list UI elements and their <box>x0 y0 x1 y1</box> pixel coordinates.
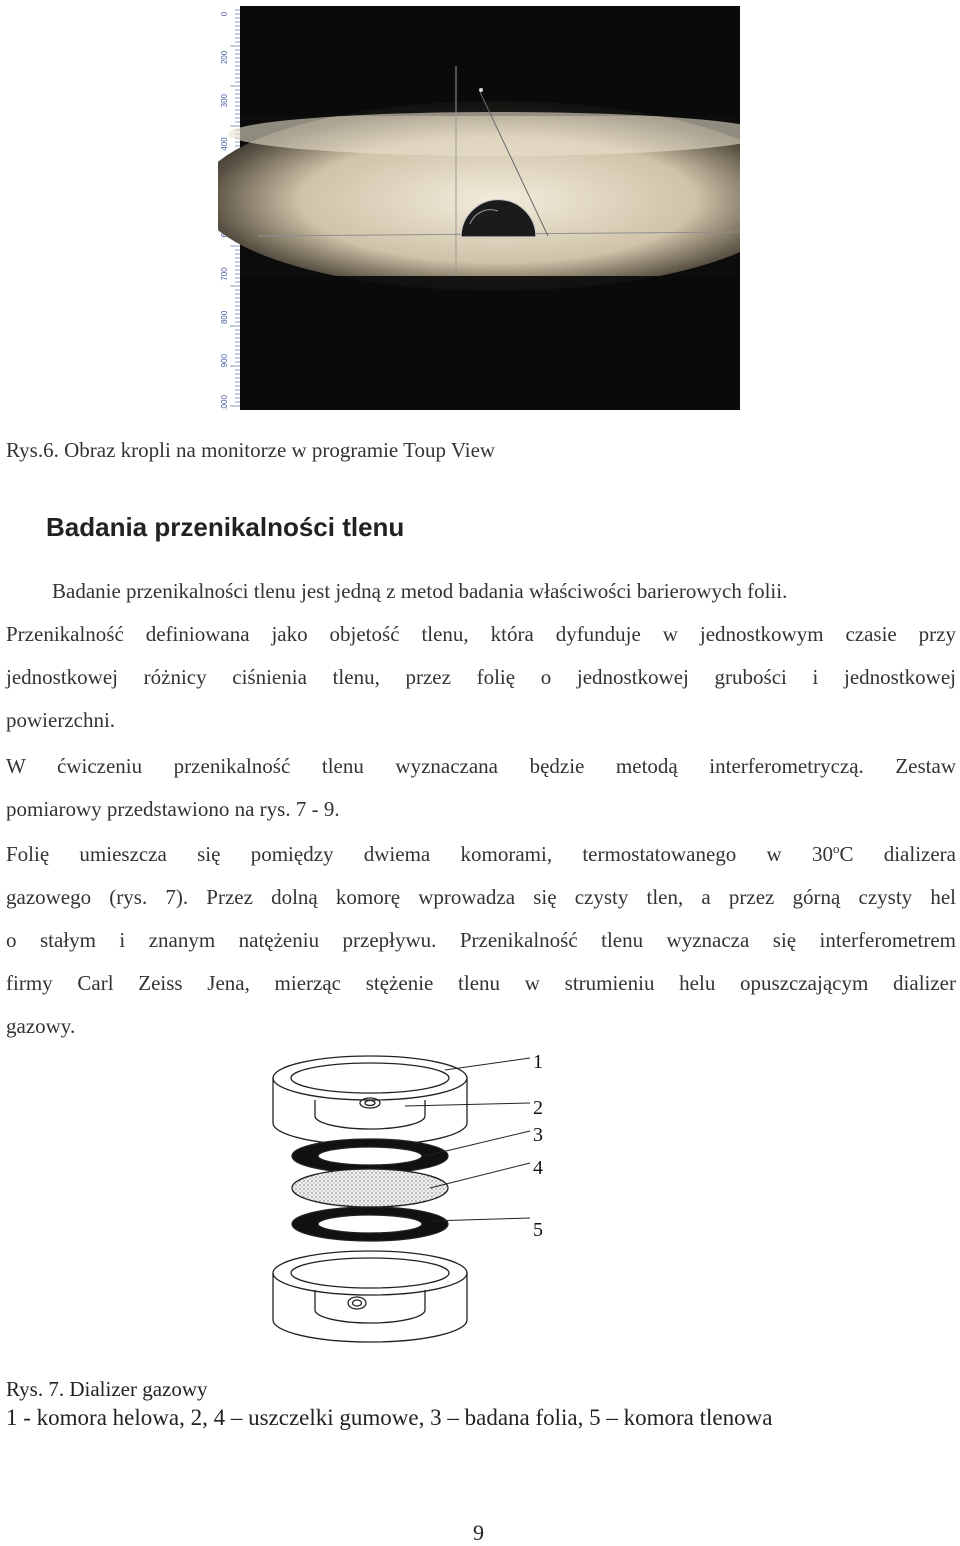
paragraph-3-line-1 <box>6 833 956 876</box>
label-4: 4 <box>533 1157 543 1179</box>
diagram-labels <box>533 1051 543 1241</box>
paragraph-3-line-1-text: Folię umieszcza się pomiędzy dwiema komorami, termostatowanego w 30 <box>6 842 833 866</box>
helium-chamber <box>273 1056 467 1145</box>
rubber-gasket-bottom <box>292 1207 448 1241</box>
scale-label: 300 <box>220 93 229 108</box>
droplet-photo-svg <box>218 6 740 410</box>
paragraph-1-line-1: Badanie przenikalności tlenu jest jedną z metod badania właściwości barierowych folii. <box>52 579 788 603</box>
scale-label: 900 <box>220 353 229 368</box>
paragraph-1 <box>6 570 956 742</box>
paragraph-3-line-4: firmy Carl Zeiss Jena, mierząc stężenie tlenu w strumieniu helu opuszczającym dializer <box>6 971 956 995</box>
dialyzer-diagram <box>195 1028 565 1368</box>
figure7-legend: 1 - komora helowa, 2, 4 – uszczelki gumowe, 3 – badana folia, 5 – komora tlenowa <box>6 1405 773 1430</box>
paragraph-3 <box>6 833 956 1048</box>
figure6-caption: Rys.6. Obraz kropli na monitorze w programie Toup View <box>6 438 496 462</box>
scale-label: 700 <box>220 267 229 281</box>
degree-superscript: o <box>832 841 840 856</box>
page-number: 9 <box>473 1520 484 1545</box>
label-3: 3 <box>533 1124 543 1146</box>
section-heading: Badania przenikalności tlenu <box>46 512 405 542</box>
paragraph-1-line-2: Przenikalność definiowana jako objetość tlenu, która dyfunduje w jednostkowym czasie przy <box>6 622 956 646</box>
oxygen-chamber <box>273 1251 467 1342</box>
scale-label: 800 <box>220 310 229 325</box>
paragraph-2 <box>6 745 956 831</box>
dialyzer-diagram-svg <box>195 1028 565 1368</box>
label-2: 2 <box>533 1097 543 1119</box>
label-1: 1 <box>533 1051 543 1073</box>
label-5: 5 <box>533 1219 543 1241</box>
paragraph-3-line-5: gazowy. <box>6 1014 76 1038</box>
scale-label: 0 <box>220 11 229 17</box>
scale-label: 400 <box>220 137 229 151</box>
paragraph-2-line-2: pomiarowy przedstawiono na rys. 7 - 9. <box>6 797 340 821</box>
rubber-gasket-top <box>292 1139 448 1173</box>
scale-label: 200 <box>220 50 229 65</box>
paragraph-1-line-3: jednostkowej różnicy ciśnienia tlenu, przez folię o jednostkowej grubości i jednostkowej <box>6 665 956 689</box>
paragraph-2-line-1: W ćwiczeniu przenikalność tlenu wyznaczana będzie metodą interferometryczą. Zestaw <box>6 754 956 778</box>
figure7-caption: Rys. 7. Dializer gazowy <box>6 1377 208 1401</box>
paragraph-3-line-2: gazowego (rys. 7). Przez dolną komorę wprowadza się czysty tlen, a przez górną czysty hel <box>6 885 956 909</box>
marker-dot <box>479 88 483 92</box>
scale-label: 1000 <box>220 395 229 410</box>
paragraph-3-line-1-end: C dializera <box>839 842 956 866</box>
paragraph-1-line-4: powierzchni. <box>6 708 116 732</box>
test-film <box>292 1169 448 1207</box>
paragraph-3-line-3: o stałym i znanym natężeniu przepływu. Przenikalność tlenu wyznacza się interferometrem <box>6 928 956 952</box>
droplet-photo <box>218 6 740 410</box>
